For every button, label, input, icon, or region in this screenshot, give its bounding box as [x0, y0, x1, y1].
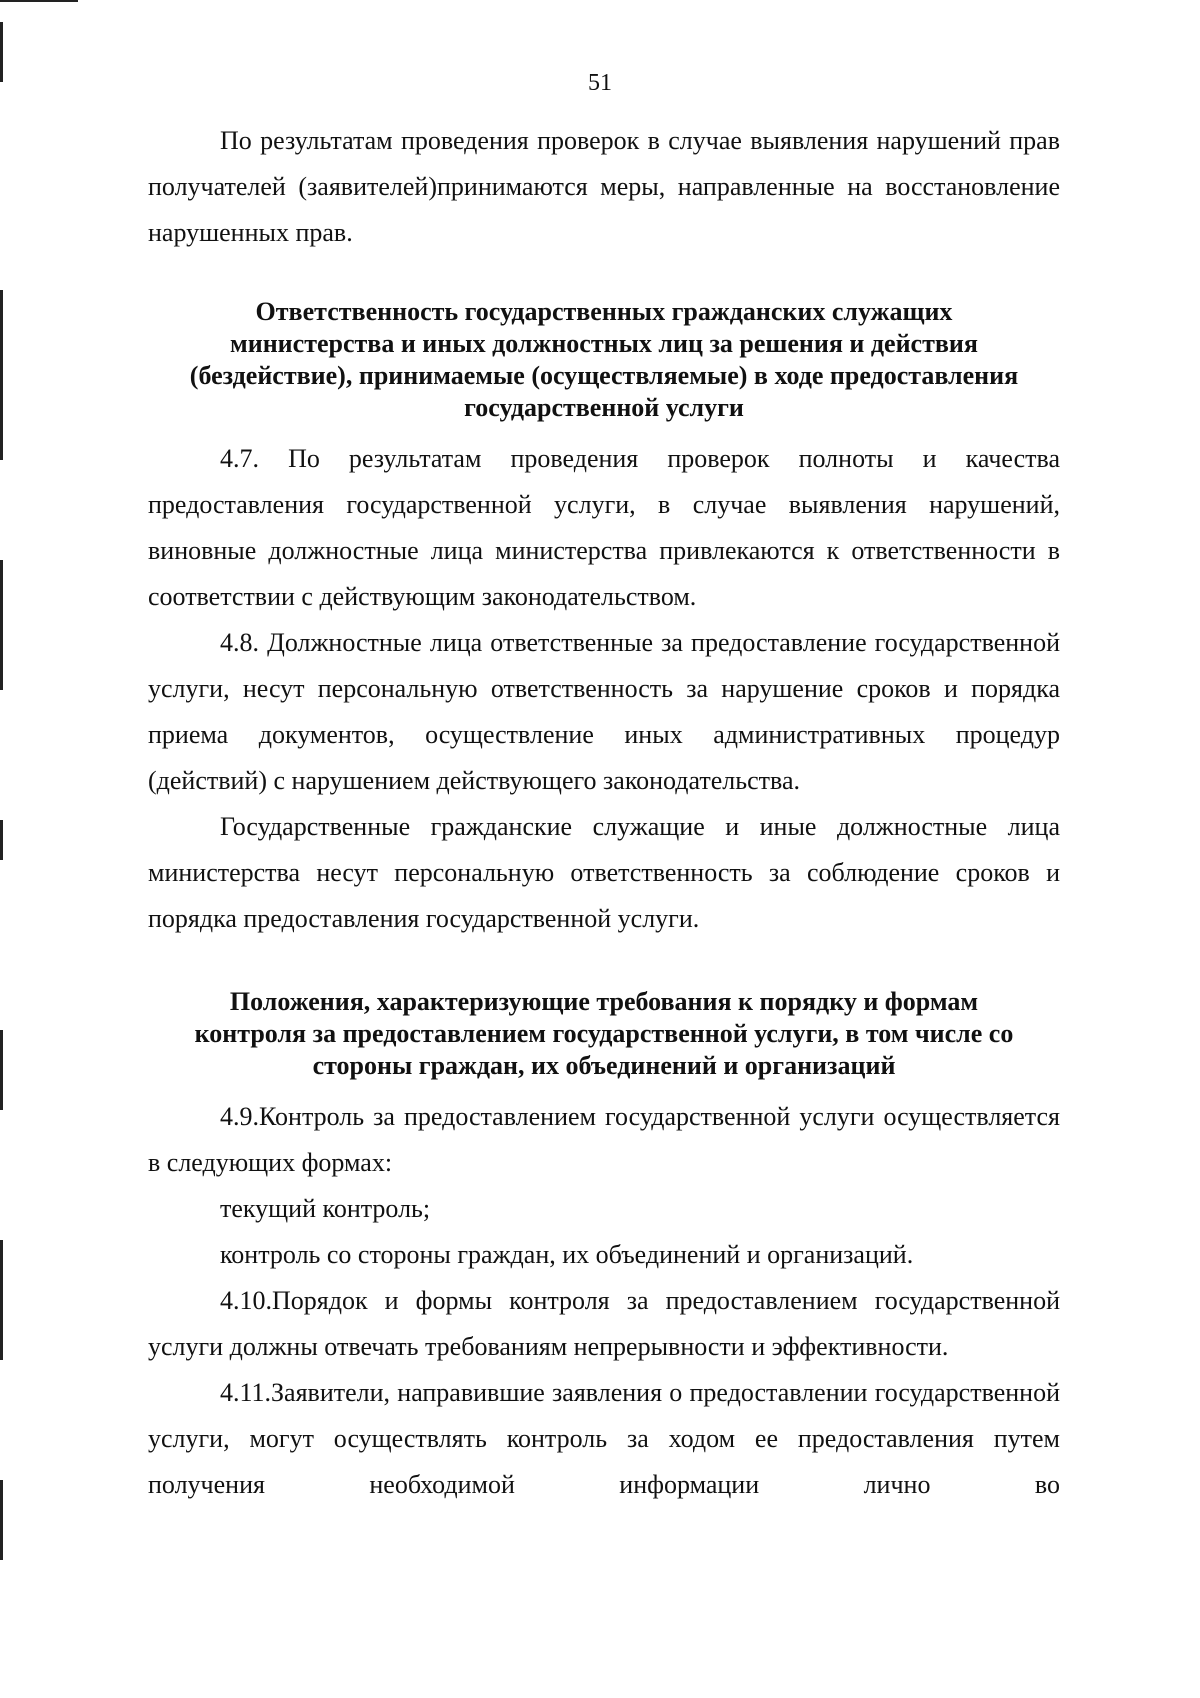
- paragraph-violations-measures: По результатам проведения проверок в случае выявления нарушений прав получателей (заявителей)принимаются меры, направленные на восстановление нарушенных прав.: [148, 126, 1060, 247]
- paragraph-4-7: 4.7. По результатам проведения проверок полноты и качества предоставления государственной услуги, в случае выявления нарушений, виновные должностные лица министерства привлекаются к ответственности в соответствии с действующим законодательством.: [148, 444, 1060, 611]
- list-item-current-control: текущий контроль;: [220, 1194, 431, 1223]
- scan-edge-mark: [0, 1480, 3, 1560]
- scan-edge-mark: [0, 820, 3, 860]
- section-heading-control-provisions: Положения, характеризующие требования к порядку и формам контроля за предоставлением государственной услуги, в том числе со стороны граждан, их объединений и организаций: [194, 987, 1014, 1080]
- scan-edge-mark: [0, 0, 78, 2]
- page-number: 51: [588, 70, 612, 96]
- section-heading-responsibility: Ответственность государственных гражданских служащих министерства и иных должностных лиц за решения и действия (бездействие), принимаемые (осуществляемые) в ходе предоставления государственной услуги: [189, 297, 1019, 422]
- paragraph-4-11: 4.11.Заявители, направившие заявления о предоставлении государственной услуги, могут осуществлять контроль за ходом ее предоставления путем получения необходимой информации лично во: [148, 1378, 1060, 1499]
- scan-edge-mark: [0, 560, 3, 690]
- paragraph-civil-servants: Государственные гражданские служащие и иные должностные лица министерства несут персональную ответственность за соблюдение сроков и порядка предоставления государственной услуги.: [148, 812, 1060, 933]
- scan-edge-mark: [0, 290, 3, 460]
- paragraph-4-10: 4.10.Порядок и формы контроля за предоставлением государственной услуги должны отвечать требованиям непрерывности и эффективности.: [148, 1286, 1060, 1361]
- list-item-public-control: контроль со стороны граждан, их объединений и организаций.: [220, 1240, 914, 1269]
- paragraph-4-9: 4.9.Контроль за предоставлением государственной услуги осуществляется в следующих формах:: [148, 1102, 1060, 1177]
- scan-edge-mark: [0, 1240, 3, 1360]
- scan-edge-mark: [0, 1030, 3, 1110]
- document-body: [148, 118, 1060, 1508]
- paragraph-4-8: 4.8. Должностные лица ответственные за предоставление государственной услуги, несут персональную ответственность за нарушение сроков и порядка приема документов, осуществление иных административных процедур (действий) с нарушением действующего законодательства.: [148, 628, 1060, 795]
